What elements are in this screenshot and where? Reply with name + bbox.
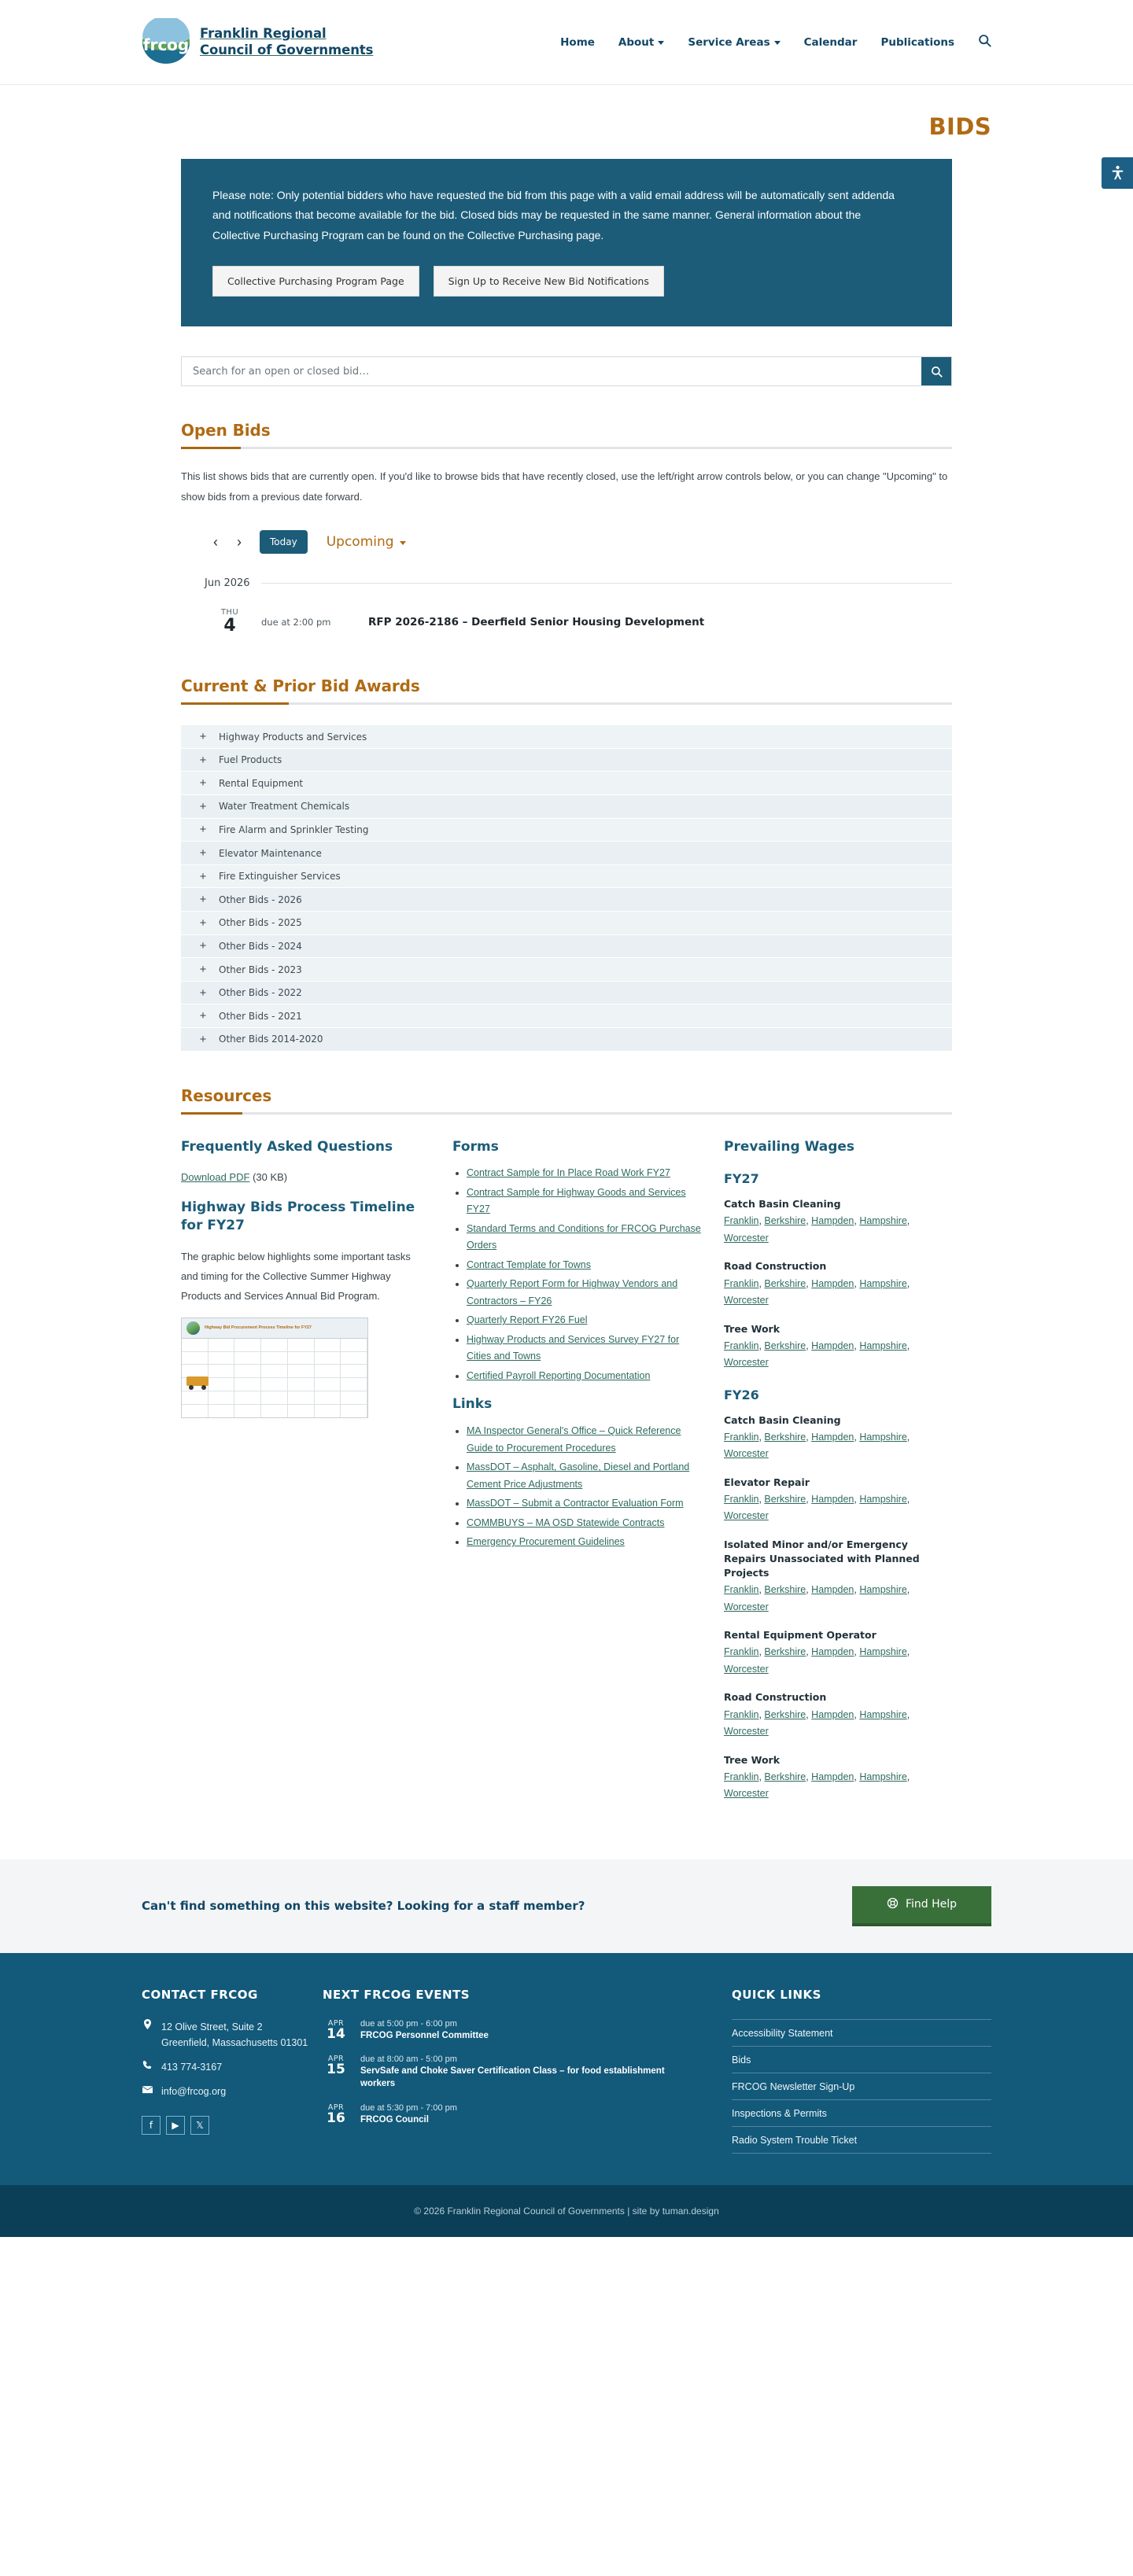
county-link[interactable]: Hampshire <box>859 1277 907 1289</box>
page-title-container <box>142 85 991 148</box>
facebook-icon[interactable]: f <box>142 2116 161 2135</box>
accordion-label: Other Bids - 2024 <box>219 940 302 952</box>
wages-title: Prevailing Wages <box>724 1138 855 1155</box>
bid-day-of-week: THU <box>220 608 239 617</box>
accordion-item[interactable] <box>181 865 952 889</box>
wage-county-links: Franklin, Berkshire, Hampden, Hampshire, Worcester <box>724 1493 910 1522</box>
collective-purchasing-program-button[interactable]: Collective Purchasing Program Page <box>212 266 419 297</box>
event-time: due at 8:00 am - 5:00 pm <box>360 2055 457 2065</box>
wage-category: Elevator Repair <box>724 1476 810 1488</box>
form-link[interactable]: Quarterly Report FY26 Fuel <box>467 1314 588 1326</box>
wage-county-links: Franklin, Berkshire, Hampden, Hampshire, Worcester <box>724 1646 910 1675</box>
event-item[interactable] <box>323 2019 732 2042</box>
form-link[interactable]: Contract Template for Towns <box>467 1259 591 1270</box>
county-link[interactable]: Hampden <box>811 1277 854 1289</box>
event-item[interactable] <box>323 2103 732 2126</box>
county-link[interactable]: Worcester <box>724 1601 769 1612</box>
plus-icon: + <box>199 1009 207 1023</box>
list-item <box>467 1185 702 1218</box>
accordion-label: Other Bids 2014-2020 <box>219 1034 323 1045</box>
resource-link[interactable]: MA Inspector General's Office – Quick Reference Guide to Procurement Procedures <box>467 1425 681 1454</box>
list-item <box>467 1423 702 1457</box>
wage-county-links: Franklin, Berkshire, Hampden, Hampshire, Worcester <box>724 1277 910 1306</box>
next-bids-button[interactable]: › <box>233 533 245 551</box>
bid-list-item[interactable] <box>209 608 952 642</box>
list-item <box>467 1495 702 1513</box>
brand-text <box>200 26 373 57</box>
notice-buttons <box>212 266 921 297</box>
resource-link[interactable]: Emergency Procurement Guidelines <box>467 1536 625 1548</box>
county-link[interactable]: Worcester <box>724 1726 769 1738</box>
list-item <box>467 1165 702 1182</box>
contact-heading: CONTACT FRCOG <box>142 1987 258 2002</box>
links-title: Links <box>452 1396 493 1413</box>
county-link[interactable]: Franklin <box>724 1493 759 1505</box>
resources-column-forms <box>452 1138 724 1815</box>
accordion-label: Other Bids - 2023 <box>219 964 302 975</box>
county-link[interactable]: Berkshire <box>764 1646 806 1658</box>
wage-category: Road Construction <box>724 1691 827 1704</box>
today-button[interactable]: Today <box>260 530 308 554</box>
nav-label: About <box>618 35 655 49</box>
wage-entry <box>724 1538 930 1616</box>
address-line-1: 12 Olive Street, Suite 2 <box>161 2021 263 2032</box>
contact-address <box>142 2019 323 2051</box>
open-bids-heading-block <box>181 421 952 449</box>
quicklink-item[interactable]: Bids <box>732 2046 991 2073</box>
site-footer <box>0 1953 1133 2185</box>
accordion-label: Water Treatment Chemicals <box>219 801 350 813</box>
resource-link[interactable]: MassDOT – Submit a Contractor Evaluation Form <box>467 1498 684 1509</box>
quicklinks-heading: QUICK LINKS <box>732 1987 821 2002</box>
form-link[interactable]: Quarterly Report Form for Highway Vendors and Contractors – FY26 <box>467 1278 678 1306</box>
quicklink-item[interactable]: Radio System Trouble Ticket <box>732 2126 991 2154</box>
accordion-item[interactable] <box>181 982 952 1005</box>
plus-icon: + <box>199 916 207 930</box>
accordion-label: Other Bids - 2026 <box>219 894 302 905</box>
wage-category: Rental Equipment Operator <box>724 1629 877 1642</box>
wage-entry <box>724 1753 930 1803</box>
search-input[interactable] <box>182 357 921 385</box>
county-link[interactable]: Hampshire <box>859 1646 907 1658</box>
contact-phone-text: 413 774-3167 <box>161 2062 223 2073</box>
social-links <box>142 2116 323 2135</box>
event-month: APR <box>327 2018 345 2028</box>
plus-icon: + <box>199 893 207 907</box>
county-link[interactable]: Berkshire <box>764 1584 806 1596</box>
frcog-logo-icon <box>186 1321 200 1335</box>
event-month: APR <box>327 2055 345 2064</box>
timeline-graphic-header <box>182 1318 367 1339</box>
plus-icon: + <box>199 799 207 813</box>
open-bids-description: This list shows bids that are currently open. If you'd like to browse bids that have recently closed, use the left/right arrow controls below, or you can change "Upcoming" to show bids from a previous date forward. <box>181 470 948 503</box>
event-time: due at 5:30 pm - 7:00 pm <box>360 2102 457 2113</box>
chevron-down-icon <box>400 541 406 545</box>
county-link[interactable]: Worcester <box>724 1232 769 1244</box>
svg-text:frcog: frcog <box>142 35 190 54</box>
county-link[interactable]: Worcester <box>724 1788 769 1800</box>
nav-label: Service Areas <box>688 35 770 49</box>
wage-entry <box>724 1476 930 1525</box>
list-item <box>467 1459 702 1493</box>
resource-link[interactable]: MassDOT – Asphalt, Gasoline, Diesel and Portland Cement Price Adjustments <box>467 1461 690 1490</box>
bid-navigation-controls <box>209 530 952 554</box>
wage-category: Tree Work <box>724 1753 781 1766</box>
county-link[interactable]: Hampden <box>811 1708 854 1720</box>
wage-category: Tree Work <box>724 1322 781 1335</box>
find-help-label: Find Help <box>905 1898 957 1911</box>
form-link[interactable]: Highway Products and Services Survey FY27 for Cities and Towns <box>467 1333 680 1362</box>
nav-item-about[interactable] <box>618 36 664 49</box>
county-link[interactable]: Hampshire <box>859 1431 907 1443</box>
county-link[interactable]: Hampshire <box>859 1340 907 1351</box>
bid-month-row <box>205 577 952 589</box>
wage-entry <box>724 1197 930 1247</box>
county-link[interactable]: Hampden <box>811 1493 854 1505</box>
chevron-down-icon <box>774 41 781 45</box>
help-strip <box>0 1859 1133 1953</box>
list-item <box>467 1221 702 1255</box>
main-navigation <box>560 34 991 51</box>
event-details <box>360 2055 675 2091</box>
plus-icon: + <box>199 730 207 744</box>
address-line-2: Greenfield, Massachusetts 01301 <box>161 2036 308 2048</box>
awards-heading-block <box>181 676 952 705</box>
accordion-item[interactable] <box>181 842 952 865</box>
resources-heading-block <box>181 1086 952 1115</box>
accordion-item[interactable] <box>181 935 952 959</box>
help-text: Can't find something on this website? Looking for a staff member? <box>142 1899 585 1914</box>
contact-address-text <box>161 2019 308 2051</box>
footer-contact-column <box>142 1988 323 2154</box>
heading-rule <box>181 702 952 705</box>
event-month: APR <box>327 2102 345 2112</box>
timeline-graphic[interactable] <box>181 1317 368 1418</box>
frcog-logo-icon <box>142 18 190 67</box>
list-item <box>467 1515 702 1532</box>
search-submit-button[interactable] <box>921 357 951 385</box>
county-link[interactable]: Worcester <box>724 1295 769 1306</box>
contact-email-text: info@frcog.org <box>161 2086 227 2098</box>
county-link[interactable]: Worcester <box>724 1448 769 1460</box>
wage-county-links: Franklin, Berkshire, Hampden, Hampshire, Worcester <box>724 1215 910 1244</box>
county-link[interactable]: Hampshire <box>859 1493 907 1505</box>
quicklink-item[interactable]: Inspections & Permits <box>732 2099 991 2126</box>
accordion-label: Fire Extinguisher Services <box>219 871 341 883</box>
view-mode-label: Upcoming <box>326 534 394 551</box>
faq-download-link[interactable]: Download PDF <box>181 1171 250 1184</box>
county-link[interactable]: Hampden <box>811 1431 854 1443</box>
county-link[interactable]: Worcester <box>724 1510 769 1522</box>
contact-phone[interactable] <box>142 2059 323 2075</box>
accessibility-icon[interactable] <box>1102 157 1133 189</box>
accordion-item[interactable] <box>181 795 952 819</box>
county-link[interactable]: Berkshire <box>764 1431 806 1443</box>
wages-year-fy26: FY26 <box>724 1387 759 1402</box>
quicklink-item[interactable]: Accessibility Statement <box>732 2019 991 2046</box>
wage-county-links: Franklin, Berkshire, Hampden, Hampshire, Worcester <box>724 1708 910 1738</box>
accordion-item[interactable] <box>181 772 952 795</box>
county-link[interactable]: Franklin <box>724 1646 759 1658</box>
timeline-text: The graphic below highlights some important tasks and timing for the Collective Summer Highway Products and Services Annual Bid Program. <box>181 1250 411 1302</box>
county-link[interactable]: Hampshire <box>859 1771 907 1782</box>
awards-accordion <box>181 725 952 1051</box>
nav-item-home[interactable] <box>560 36 595 49</box>
bid-day-number: 4 <box>223 616 236 636</box>
accordion-item[interactable] <box>181 725 952 749</box>
phone-icon <box>142 2059 153 2075</box>
faq-title: Frequently Asked Questions <box>181 1138 393 1155</box>
list-item <box>467 1276 702 1310</box>
copyright-bar: © 2026 Franklin Regional Council of Governments | site by tuman.design <box>0 2185 1133 2237</box>
county-link[interactable]: Berkshire <box>764 1277 806 1289</box>
site-logo-link[interactable] <box>142 18 373 67</box>
wage-entry <box>724 1690 930 1740</box>
nav-item-publications[interactable] <box>880 36 954 49</box>
plus-icon: + <box>199 986 207 1000</box>
plus-icon: + <box>199 776 207 790</box>
find-help-button[interactable] <box>852 1886 991 1926</box>
heading-rule <box>181 1112 952 1115</box>
footer-quicklinks-column <box>732 1988 991 2154</box>
county-link[interactable]: Berkshire <box>764 1493 806 1505</box>
prev-bids-button[interactable]: ‹ <box>209 533 222 551</box>
envelope-icon <box>142 2084 153 2099</box>
county-link[interactable]: Franklin <box>724 1771 759 1782</box>
forms-list <box>467 1165 702 1384</box>
signup-bid-notifications-button[interactable]: Sign Up to Receive New Bid Notifications <box>434 266 664 297</box>
wage-entry <box>724 1259 930 1309</box>
county-link[interactable]: Franklin <box>724 1215 759 1227</box>
county-link[interactable]: Franklin <box>724 1277 759 1289</box>
page-title: BIDS <box>928 113 991 140</box>
resource-link[interactable]: COMMBUYS – MA OSD Statewide Contracts <box>467 1516 665 1528</box>
event-time: due at 5:00 pm - 6:00 pm <box>360 2018 457 2029</box>
event-date <box>323 2019 349 2042</box>
county-link[interactable]: Berkshire <box>764 1215 806 1227</box>
heading-rule <box>181 447 952 449</box>
county-link[interactable]: Hampshire <box>859 1584 907 1596</box>
brand-line-2: Council of Governments <box>200 42 374 57</box>
wage-entry <box>724 1628 930 1678</box>
open-bids-heading: Open Bids <box>181 421 271 440</box>
form-link[interactable]: Contract Sample for Highway Goods and Services FY27 <box>467 1186 686 1215</box>
quicklink-item[interactable]: FRCOG Newsletter Sign-Up <box>732 2073 991 2099</box>
wage-category: Catch Basin Cleaning <box>724 1413 841 1426</box>
county-link[interactable]: Franklin <box>724 1340 759 1351</box>
wage-county-links: Franklin, Berkshire, Hampden, Hampshire, Worcester <box>724 1584 910 1612</box>
wage-category: Isolated Minor and/or Emergency Repairs Unassociated with Planned Projects <box>724 1538 920 1579</box>
resources-column-wages <box>724 1138 952 1815</box>
wages-year-fy27: FY27 <box>724 1171 759 1187</box>
links-list <box>467 1423 702 1551</box>
nav-label: Publications <box>880 35 954 49</box>
accordion-item[interactable] <box>181 958 952 982</box>
event-details <box>360 2019 489 2042</box>
nav-label: Calendar <box>803 35 858 49</box>
county-link[interactable]: Hampshire <box>859 1708 907 1720</box>
youtube-icon[interactable]: ▶ <box>166 2116 185 2135</box>
resources-column-faq <box>181 1138 452 1815</box>
accordion-label: Rental Equipment <box>219 777 304 789</box>
lifebuoy-icon <box>887 1897 899 1912</box>
county-link[interactable]: Worcester <box>724 1357 769 1369</box>
plus-icon: + <box>199 939 207 953</box>
timeline-graphic-grid <box>182 1339 367 1418</box>
event-date <box>323 2103 349 2126</box>
county-link[interactable]: Franklin <box>724 1584 759 1596</box>
plus-icon: + <box>199 963 207 977</box>
x-icon[interactable]: 𝕏 <box>190 2116 209 2135</box>
event-day: 14 <box>327 2025 345 2042</box>
map-pin-icon <box>142 2019 153 2051</box>
county-link[interactable]: Berkshire <box>764 1708 806 1720</box>
view-mode-dropdown[interactable] <box>327 534 406 550</box>
divider <box>261 583 952 584</box>
faq-download-line <box>181 1168 430 1188</box>
resources-grid <box>181 1138 952 1847</box>
county-link[interactable]: Berkshire <box>764 1340 806 1351</box>
wage-entry <box>724 1322 930 1372</box>
county-link[interactable]: Worcester <box>724 1663 769 1675</box>
wage-category: Catch Basin Cleaning <box>724 1198 841 1211</box>
nav-item-calendar[interactable] <box>804 36 858 49</box>
county-link[interactable]: Hampshire <box>859 1215 907 1227</box>
brand-line-1: Franklin Regional <box>200 26 327 42</box>
faq-download-size: (30 KB) <box>253 1171 288 1184</box>
bid-title-link[interactable]: RFP 2026-2186 – Deerfield Senior Housing Development <box>368 615 705 628</box>
notice-text: Please note: Only potential bidders who have requested the bid from this page with a valid email address will be automatically sent addenda and notifications that become available for the bid. Closed bids may be requested in the same manner. General information about the Collective Purchasing Program can be found on the Collective Purchasing page. <box>212 189 895 241</box>
notice-banner <box>181 159 952 326</box>
event-details <box>360 2103 457 2126</box>
accordion-item[interactable] <box>181 749 952 772</box>
plus-icon: + <box>199 869 207 883</box>
event-title: ServSafe and Choke Saver Certification Class – for food establishment workers <box>360 2066 665 2089</box>
accordion-label: Elevator Maintenance <box>219 847 322 859</box>
accordion-item[interactable] <box>181 912 952 935</box>
event-day: 16 <box>327 2110 345 2126</box>
quicklinks-list <box>732 2019 991 2154</box>
list-item <box>467 1312 702 1329</box>
list-item <box>467 1257 702 1274</box>
county-link[interactable]: Hampden <box>811 1215 854 1227</box>
nav-label: Home <box>560 35 595 49</box>
county-link[interactable]: Hampden <box>811 1340 854 1351</box>
footer-events-column <box>323 1988 732 2154</box>
form-link[interactable]: Standard Terms and Conditions for FRCOG Purchase Orders <box>467 1222 701 1251</box>
event-title: FRCOG Personnel Committee <box>360 2030 489 2040</box>
accordion-item[interactable] <box>181 819 952 842</box>
accordion-item[interactable] <box>181 888 952 912</box>
chevron-down-icon <box>658 41 664 45</box>
events-heading: NEXT FRCOG EVENTS <box>323 1987 471 2002</box>
county-link[interactable]: Franklin <box>724 1708 759 1720</box>
event-day: 15 <box>327 2062 345 2078</box>
bid-due-time: due at 2:00 pm <box>261 616 331 628</box>
bid-month-label: Jun 2026 <box>205 577 250 590</box>
bid-date <box>209 608 250 636</box>
timeline-title: Highway Bids Process Timeline for FY27 <box>181 1200 415 1234</box>
list-item <box>467 1368 702 1385</box>
event-item[interactable] <box>323 2055 732 2091</box>
accordion-label: Highway Products and Services <box>219 731 367 743</box>
truck-icon <box>186 1376 209 1386</box>
form-link[interactable]: Contract Sample for In Place Road Work FY27 <box>467 1167 670 1179</box>
site-header <box>0 0 1133 85</box>
county-link[interactable]: Hampden <box>811 1771 854 1782</box>
county-link[interactable]: Hampden <box>811 1584 854 1596</box>
plus-icon: + <box>199 823 207 837</box>
accordion-label: Fuel Products <box>219 754 282 766</box>
plus-icon: + <box>199 846 207 861</box>
forms-title: Forms <box>452 1138 499 1155</box>
form-link[interactable]: Certified Payroll Reporting Documentation <box>467 1369 651 1381</box>
accordion-label: Other Bids - 2021 <box>219 1010 302 1022</box>
plus-icon: + <box>199 1032 207 1046</box>
open-bids-body <box>181 466 952 642</box>
list-item <box>467 1332 702 1365</box>
timeline-graphic-caption: Highway Bid Procurement Process Timeline for FY27 <box>205 1325 312 1330</box>
event-title: FRCOG Council <box>360 2114 429 2125</box>
resources-heading: Resources <box>181 1085 272 1105</box>
accordion-label: Other Bids - 2025 <box>219 917 302 929</box>
wage-county-links: Franklin, Berkshire, Hampden, Hampshire, Worcester <box>724 1431 910 1460</box>
wage-county-links: Franklin, Berkshire, Hampden, Hampshire, Worcester <box>724 1340 910 1369</box>
list-item <box>467 1534 702 1551</box>
wage-county-links: Franklin, Berkshire, Hampden, Hampshire, Worcester <box>724 1771 910 1800</box>
awards-heading: Current & Prior Bid Awards <box>181 676 420 696</box>
plus-icon: + <box>199 753 207 767</box>
contact-email[interactable] <box>142 2084 323 2099</box>
accordion-label: Fire Alarm and Sprinkler Testing <box>219 824 369 835</box>
search-icon[interactable] <box>978 34 991 51</box>
wage-entry <box>724 1413 930 1463</box>
county-link[interactable]: Franklin <box>724 1431 759 1443</box>
bid-search <box>181 356 952 386</box>
event-date <box>323 2055 349 2091</box>
wage-category: Road Construction <box>724 1260 827 1273</box>
accordion-item[interactable] <box>181 1028 952 1052</box>
nav-item-service-areas[interactable] <box>688 36 780 49</box>
county-link[interactable]: Hampden <box>811 1646 854 1658</box>
main-content <box>181 159 952 1847</box>
county-link[interactable]: Berkshire <box>764 1771 806 1782</box>
accordion-item[interactable] <box>181 1004 952 1028</box>
accordion-label: Other Bids - 2022 <box>219 987 302 999</box>
